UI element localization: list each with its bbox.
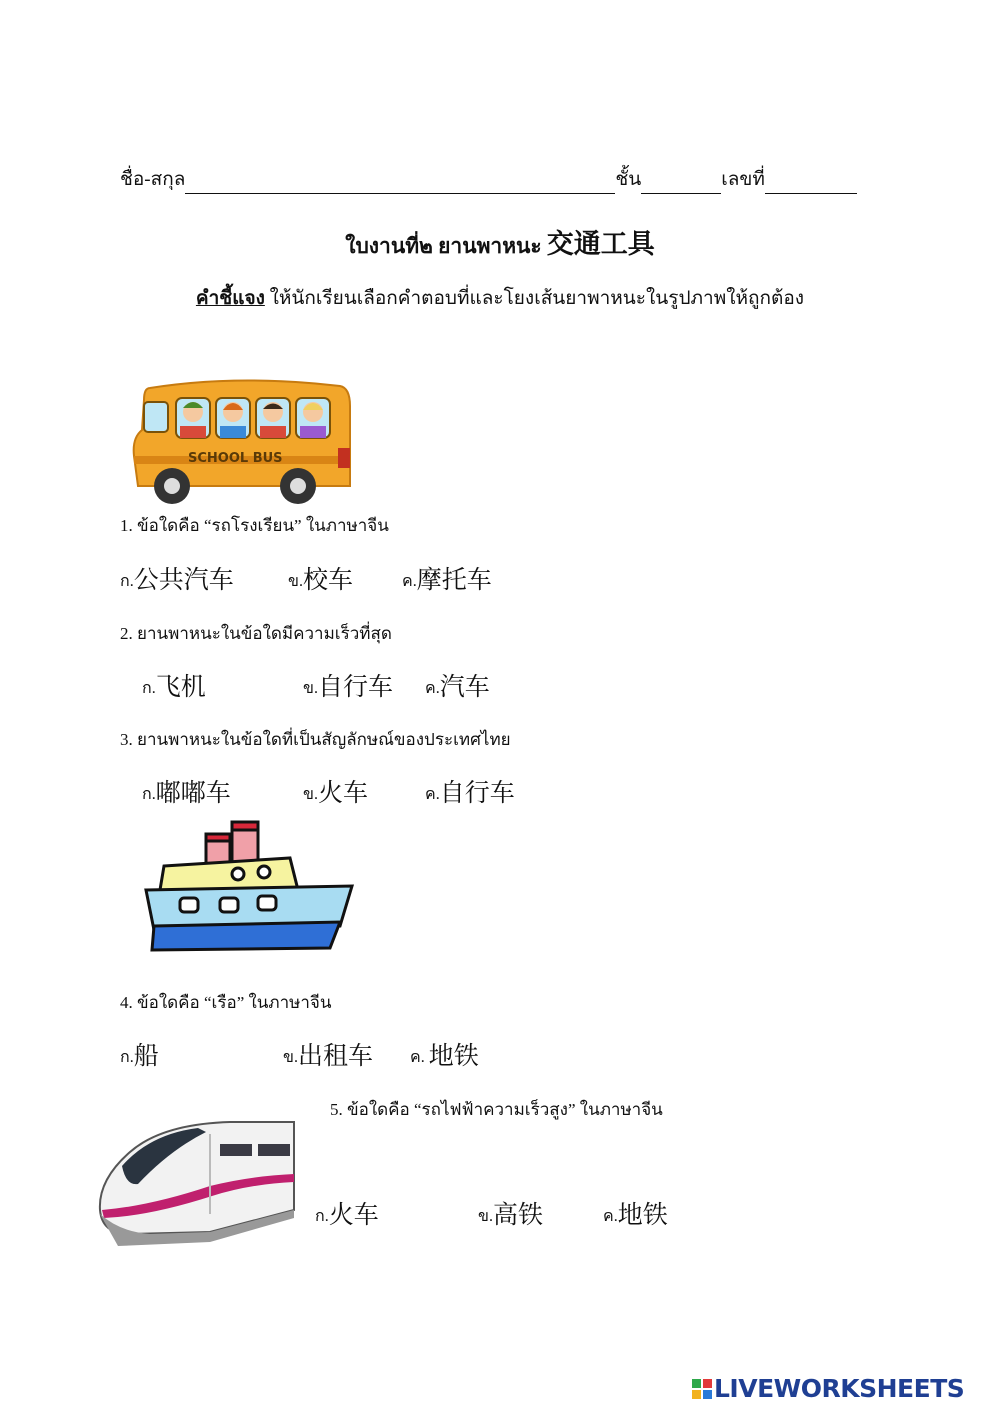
question-3: 3. ยานพาหนะในข้อใดที่เป็นสัญลักษณ์ของประเทศไทย [120,730,511,749]
page-title [0,222,1000,263]
option-label: ค. [402,573,417,590]
option-value: 火车 [317,778,368,807]
q1-option-c[interactable] [402,560,492,596]
q1-option-b[interactable] [288,560,353,596]
bus-label: SCHOOL BUS [188,451,283,466]
option-value: 飞机 [155,672,206,701]
brand-text: LIVEWORKSHEETS [714,1374,965,1403]
option-label: ก. [315,1208,329,1225]
instruction-text: ให้นักเรียนเลือกคำตอบที่และโยงเส้นยาพาหนะในรูปภาพให้ถูกต้อง [269,288,805,309]
option-value: 出租车 [297,1041,373,1070]
option-value: 公共汽车 [133,565,234,594]
q4-option-a[interactable] [120,1036,159,1072]
question-2: 2. ยานพาหนะในข้อใดมีความเร็วที่สุด [120,624,392,643]
question-5: 5. ข้อใดคือ “รถไฟฟ้าความเร็วสูง” ในภาษาจีน [330,1100,663,1119]
option-value: 摩托车 [416,565,492,594]
q5-option-b[interactable] [478,1195,543,1231]
student-info-row [120,164,857,194]
option-label: ก. [142,786,156,803]
question-4: 4. ข้อใดคือ “เรือ” ในภาษาจีน [120,993,332,1012]
option-label: ค. [425,786,440,803]
title-chinese: 交通工具 [546,229,655,260]
q4-option-b[interactable] [283,1036,373,1072]
option-value: 地铁 [428,1041,479,1070]
ship-image [140,818,356,954]
school-bus-image [128,376,354,506]
footer-brand [692,1374,964,1403]
option-value: 船 [133,1041,159,1070]
q2-option-c[interactable] [425,667,490,703]
number-label: เลขที่ [721,169,765,190]
q3-option-b[interactable] [303,773,368,809]
option-label: ข. [288,573,303,590]
option-label: ค. [410,1049,429,1066]
option-value: 自行车 [439,778,515,807]
q2-option-b[interactable] [303,667,393,703]
option-label: ก. [142,680,156,697]
q1-option-a[interactable] [120,560,234,596]
option-label: ก. [120,573,134,590]
option-value: 火车 [328,1200,379,1229]
option-label: ข. [303,786,318,803]
train-image [90,1114,296,1248]
q4-option-c[interactable] [410,1036,479,1072]
brand-logo-icon [692,1379,712,1399]
q3-option-a[interactable] [142,773,231,809]
option-value: 高铁 [492,1200,543,1229]
q2-option-a[interactable] [142,667,206,703]
option-value: 地铁 [617,1200,668,1229]
class-label: ชั้น [615,169,642,190]
number-field[interactable] [765,173,857,194]
option-value: 汽车 [439,672,490,701]
instruction [0,283,1000,313]
question-1: 1. ข้อใดคือ “รถโรงเรียน” ในภาษาจีน [120,516,389,535]
q5-option-a[interactable] [315,1195,379,1231]
option-label: ข. [478,1208,493,1225]
option-value: 自行车 [317,672,393,701]
name-label: ชื่อ-สกุล [120,169,186,190]
option-label: ก. [120,1049,134,1066]
option-label: ค. [603,1208,618,1225]
name-field[interactable] [185,173,615,194]
option-value: 嘟嘟车 [155,778,231,807]
title-thai: ใบงานที่๒ ยานพาหนะ [345,234,542,258]
class-field[interactable] [641,173,721,194]
option-label: ค. [425,680,440,697]
instruction-label: คำชี้แจง [195,288,265,309]
option-value: 校车 [302,565,353,594]
option-label: ข. [283,1049,298,1066]
option-label: ข. [303,680,318,697]
q3-option-c[interactable] [425,773,515,809]
q5-option-c[interactable] [603,1195,668,1231]
